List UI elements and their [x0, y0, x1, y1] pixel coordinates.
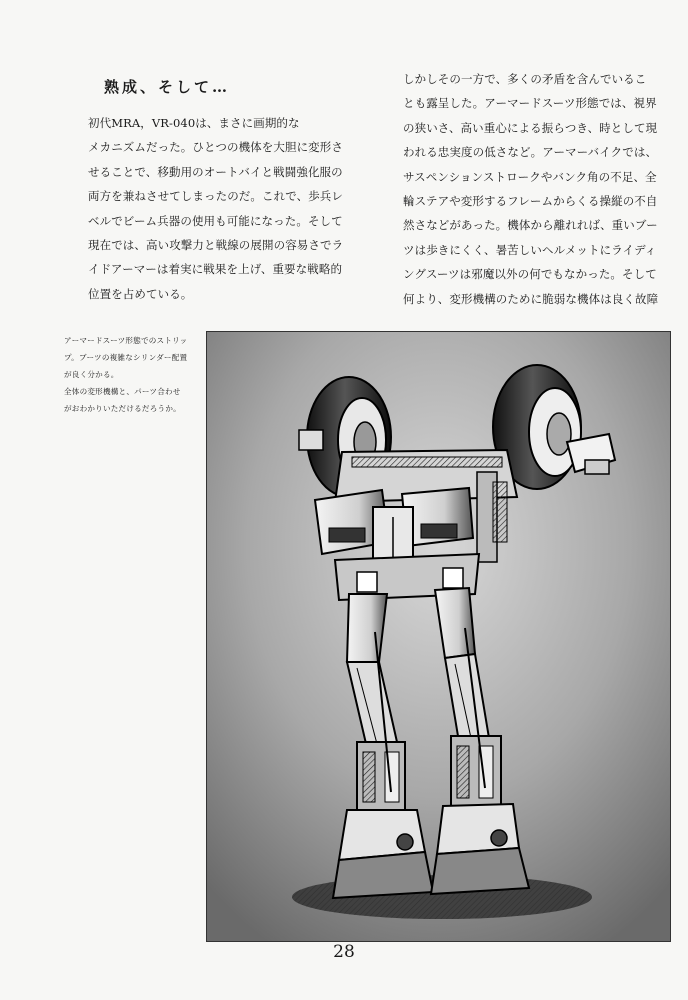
caption-line: が良く分かる。	[64, 370, 119, 379]
text-line: イドアーマーは着実に戦果を上げ、重要な戦略的	[88, 262, 343, 277]
caption-line: プ。ブーツの複雑なシリンダー配置	[64, 353, 188, 362]
text-line: の狭いさ、高い重心による振らつき、時として現	[403, 120, 658, 135]
right-text-column	[403, 67, 658, 311]
left-text-column	[88, 111, 343, 306]
text-line: 何より、変形機構のために脆弱な機体は良く故障	[403, 291, 659, 306]
text-line: われる忠実度の低さなど。アーマーバイクでは、	[403, 145, 658, 160]
section-heading: 熟成、そして…	[104, 78, 231, 96]
caption-line: がおわかりいただけるだろうか。	[64, 404, 181, 413]
text-line: しかしその一方で、多くの矛盾を含んでいるこ	[403, 72, 647, 86]
caption-line: 全体の変形機構と、パーツ合わせ	[64, 387, 181, 396]
caption-line: アーマードスーツ形態でのストリッ	[64, 336, 188, 345]
mecha-illustration	[206, 331, 671, 942]
text-line: メカニズムだった。ひとつの機体を大胆に変形さ	[88, 140, 343, 155]
text-line: 初代MRA，VR-040は、まさに画期的な	[88, 116, 300, 130]
mecha-drawing	[207, 332, 670, 941]
text-line: 位置を占めている。	[88, 286, 193, 301]
page-number: 28	[333, 942, 355, 962]
text-line: 両方を兼ねさせてしまったのだ。これで、歩兵レ	[88, 189, 343, 204]
text-line: 然さなどがあった。機体から離れれば、重いブー	[403, 218, 658, 233]
text-line: ングスーツは邪魔以外の何でもなかった。そして	[403, 267, 657, 282]
text-line: ツは歩きにくく、暑苦しいヘルメットにライディ	[403, 242, 657, 257]
text-line: ベルでビーム兵器の使用も可能になった。そして	[88, 213, 343, 228]
text-line: サスペンションストロークやバンク角の不足、全	[403, 169, 657, 184]
text-line: 輪ステアや変形するフレームからくる操縦の不自	[403, 193, 658, 208]
figure-caption	[64, 332, 214, 417]
text-line: 現在では、高い攻撃力と戦線の展開の容易さでラ	[88, 237, 344, 252]
text-line: せることで、移動用のオートバイと戦闘強化服の	[88, 164, 343, 179]
text-line: とも露呈した。アーマードスーツ形態では、視界	[403, 96, 657, 111]
